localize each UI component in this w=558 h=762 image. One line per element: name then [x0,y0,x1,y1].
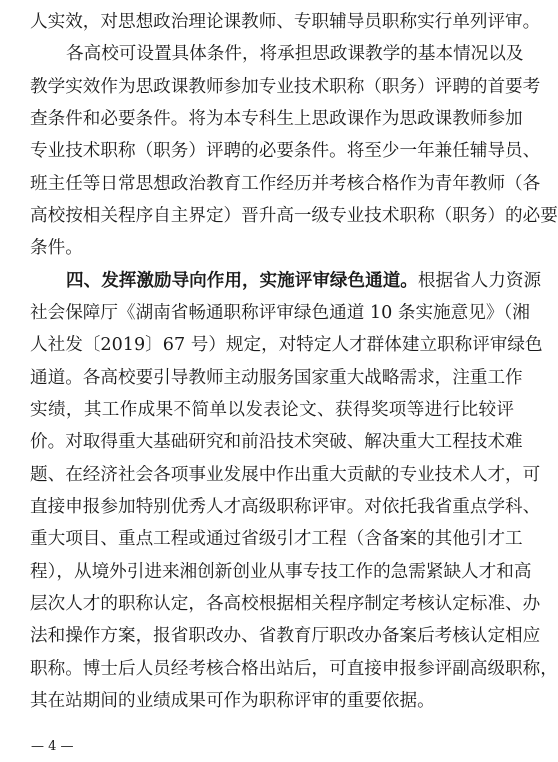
body-line: 高校按相关程序自主界定）晋升高一级专业技术职称（职务）的必要 [30,206,558,226]
body-line: 直接申报参加特别优秀人才高级职称评审。对依托我省重点学科、 [30,497,541,517]
body-line: 通道。各高校要引导教师主动服务国家重大战略需求，注重工作 [30,367,523,388]
body-text: 根据省人力资源 [417,270,542,291]
body-line: 专业技术职称（职务）评聘的必要条件。将至少一年兼任辅导员、 [30,141,541,162]
body-line: 实绩，其工作成果不简单以发表论文、获得奖项等进行比较评 [30,400,514,420]
page-number: — 4 — [31,739,74,754]
body-line: 层次人才的职称认定，各高校根据相关程序制定考核认定标准、办 [30,594,541,614]
body-line: 人社发〔2019〕67 号）规定，对特定人才群体建立职称评审绿色 [30,335,543,356]
body-line: 法和操作方案，报省职改办、省教育厅职改办备案后考核认定相应 [30,626,541,647]
body-line: 人实效，对思想政治理论课教师、专职辅导员职称实行单列评审。 [30,12,541,32]
body-line: 班主任等日常思想政治教育工作经历并考核合格作为青年教师（各 [30,173,541,194]
body-line: 条件。 [30,238,83,259]
body-line: 教学实效作为思政课教师参加专业技术职称（职务）评聘的首要考 [30,76,541,97]
body-line: 查条件和必要条件。将为本专科生上思政课作为思政课教师参加 [30,109,523,129]
body-line: 其在站期间的业绩成果可作为职称评审的重要依据。 [30,691,435,711]
heading-line [66,269,542,292]
section-heading: 四、发挥激励导向作用，实施评审绿色通道。 [66,269,418,291]
body-line: 社会保障厅《湖南省畅通职称评审绿色通道 10 条实施意见》（湘 [30,303,530,323]
body-line: 价。对取得重大基础研究和前沿技术突破、解决重大工程技术难 [30,432,523,453]
body-line: 各高校可设置具体条件，将承担思政课教学的基本情况以及 [66,44,524,65]
body-line: 题、在经济社会各项事业发展中作出重大贡献的专业技术人才，可 [30,464,541,485]
body-line: 职称。博士后人员经考核合格出站后，可直接申报参评副高级职称， [30,658,558,679]
body-line: 重大项目、重点工程或通过省级引才工程（含备案的其他引才工 [30,529,523,550]
body-line: 程），从境外引进来湘创新创业从事专技工作的急需紧缺人才和高 [30,561,532,582]
